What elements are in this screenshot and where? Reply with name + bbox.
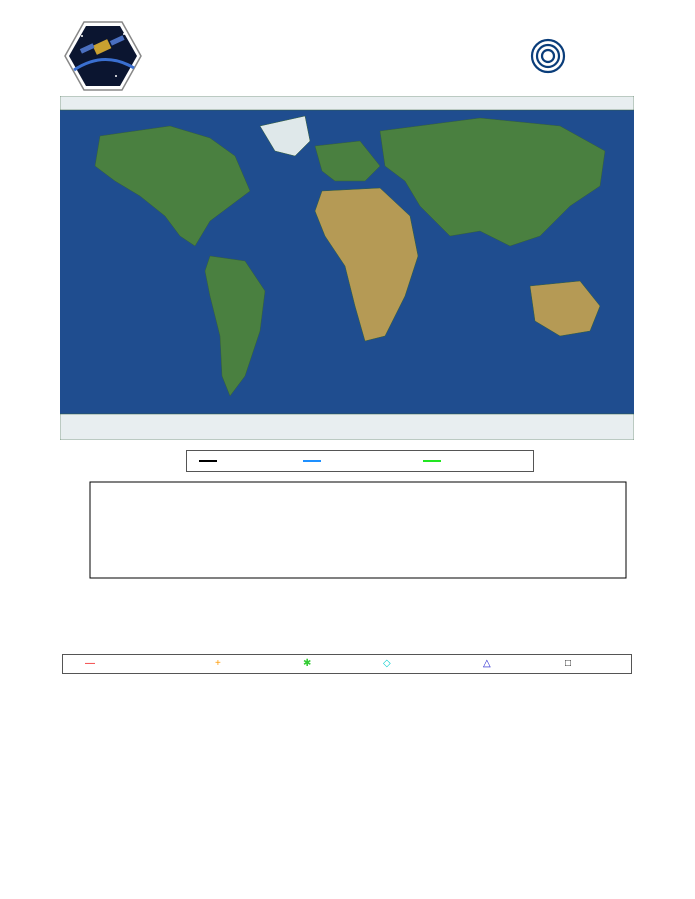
epop-badge-logo: [64, 20, 142, 92]
psrxyz-marker: △: [483, 658, 491, 669]
psrpos-marker: +: [215, 658, 221, 669]
legend-coarse-swatch: [303, 460, 321, 463]
message-legend: [62, 654, 632, 674]
rangecmp-marker: ◇: [383, 658, 391, 669]
gps-locks-chart: [40, 478, 640, 586]
legend-unknown-swatch: [199, 460, 217, 463]
legend-fine-swatch: [423, 460, 441, 463]
satxyz-marker: □: [565, 658, 572, 669]
esa-logo: [528, 36, 638, 76]
packet-stats: [62, 679, 292, 744]
plot-frame: [90, 482, 626, 578]
ground-track-map: [60, 96, 634, 440]
rawephemeris-marker: —: [85, 658, 95, 669]
range-marker: ✱: [303, 658, 312, 669]
message-stats: [358, 679, 616, 695]
track-legend: [186, 450, 534, 472]
